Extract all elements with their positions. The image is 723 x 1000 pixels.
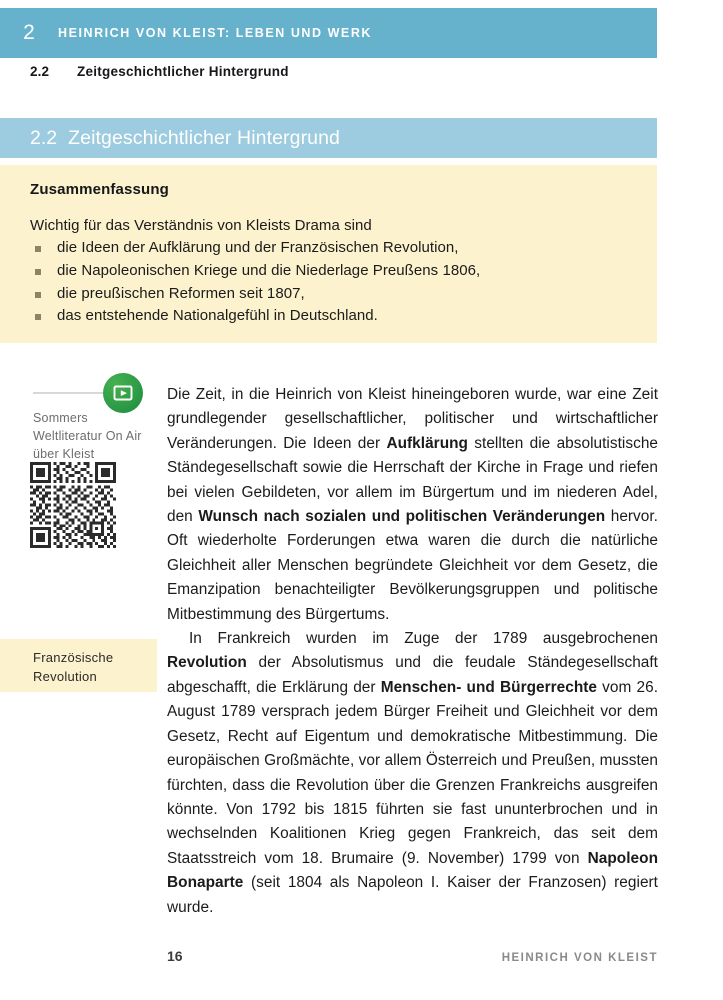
square-bullet-icon (35, 246, 41, 252)
list-item-label: die preußischen Reformen seit 1807, (57, 284, 305, 302)
footer-book-title: HEINRICH VON KLEIST (501, 952, 658, 964)
body-paragraph-1: Die Zeit, in die Heinrich von Kleist hineingeboren wurde, war eine Zeit grundlegender gesellschaftlicher, politischer und wirtschaftlicher Veränderungen. Die Ideen der Aufklärung stellten die absolutistische Ständegesellschaft sowie die Herrschaft der Kirche in Frage und riefen bei vielen Gebildeten, vor allem im Bürgertum und im niederen Adel, den Wunsch nach sozialen und politischen Veränderungen hervor. Oft wiederholte Forderungen etwa waren die durch die natürliche Gleichheit aller Menschen begründete Gleichheit vor dem Gesetz, die Emanzipation benachteiligter Bevölkerungsgruppen und politische Mitbestimmung des Bürgertums. (167, 386, 658, 623)
qr-code[interactable] (30, 462, 116, 548)
running-head (0, 8, 657, 58)
page-footer (167, 948, 658, 964)
video-play-icon[interactable] (103, 373, 143, 413)
section-heading-banner (0, 118, 657, 158)
breadcrumb-number: 2.2 (30, 64, 50, 79)
list-item-label: die Napoleonischen Kriege und die Niederlage Preußens 1806, (57, 261, 481, 279)
list-item (30, 283, 627, 306)
breadcrumb-title: Zeitgeschichtlicher Hintergrund (77, 64, 289, 79)
list-item (30, 260, 627, 283)
media-caption: Sommers Weltliteratur On Air über Kleist (33, 411, 142, 461)
summary-intro-text: Wichtig für das Verständnis von Kleists Drama sind (30, 217, 372, 234)
summary-box-title: Zusammenfassung (30, 181, 169, 198)
footer-page-number: 16 (167, 948, 183, 964)
square-bullet-icon (35, 314, 41, 320)
square-bullet-icon (35, 269, 41, 275)
section-heading-number: 2.2 (30, 126, 58, 149)
summary-box (0, 165, 657, 343)
square-bullet-icon (35, 292, 41, 298)
list-item-label: das entstehende Nationalgefühl in Deutschland. (57, 307, 378, 325)
breadcrumb (30, 64, 650, 79)
list-item (30, 305, 627, 328)
body-text-column (167, 383, 658, 920)
margin-keyword-label: Französische Revolution (0, 639, 157, 692)
list-item-label: die Ideen der Aufklärung und der Französischen Revolution, (57, 239, 459, 256)
body-paragraph-2: In Frankreich wurden im Zuge der 1789 ausgebrochenen Revolution der Absolutismus und die feudale Ständegesellschaft abgeschafft, die Erklärung der Menschen- und Bürgerrechte vom 26. August 1789 versprach jedem Bürger Freiheit und Gleichheit vor dem Gesetz, Recht auf Eigentum und demokratische Mitbestimmung. Die europäischen Großmächte, vor allem Österreich und Preußen, mussten fürchten, dass die Revolution über die Grenzen Frankreichs ausgreifen könnte. Von 1792 bis 1815 führten sie fast ununterbrochen und in wechselnden Koalitionen Krieg gegen Frankreich, das seit dem Staatsstreich vom 18. Brumaire (9. November) 1799 von Napoleon Bonaparte (seit 1804 als Napoleon I. Kaiser der Franzosen) regiert wurde. (167, 630, 659, 916)
list-item (30, 237, 627, 260)
running-head-chapter-title: HEINRICH VON KLEIST: LEBEN UND WERK (58, 26, 372, 40)
section-heading-title: Zeitgeschichtlicher Hintergrund (68, 126, 341, 149)
summary-list (30, 237, 627, 328)
running-head-chapter-number: 2 (23, 20, 35, 44)
